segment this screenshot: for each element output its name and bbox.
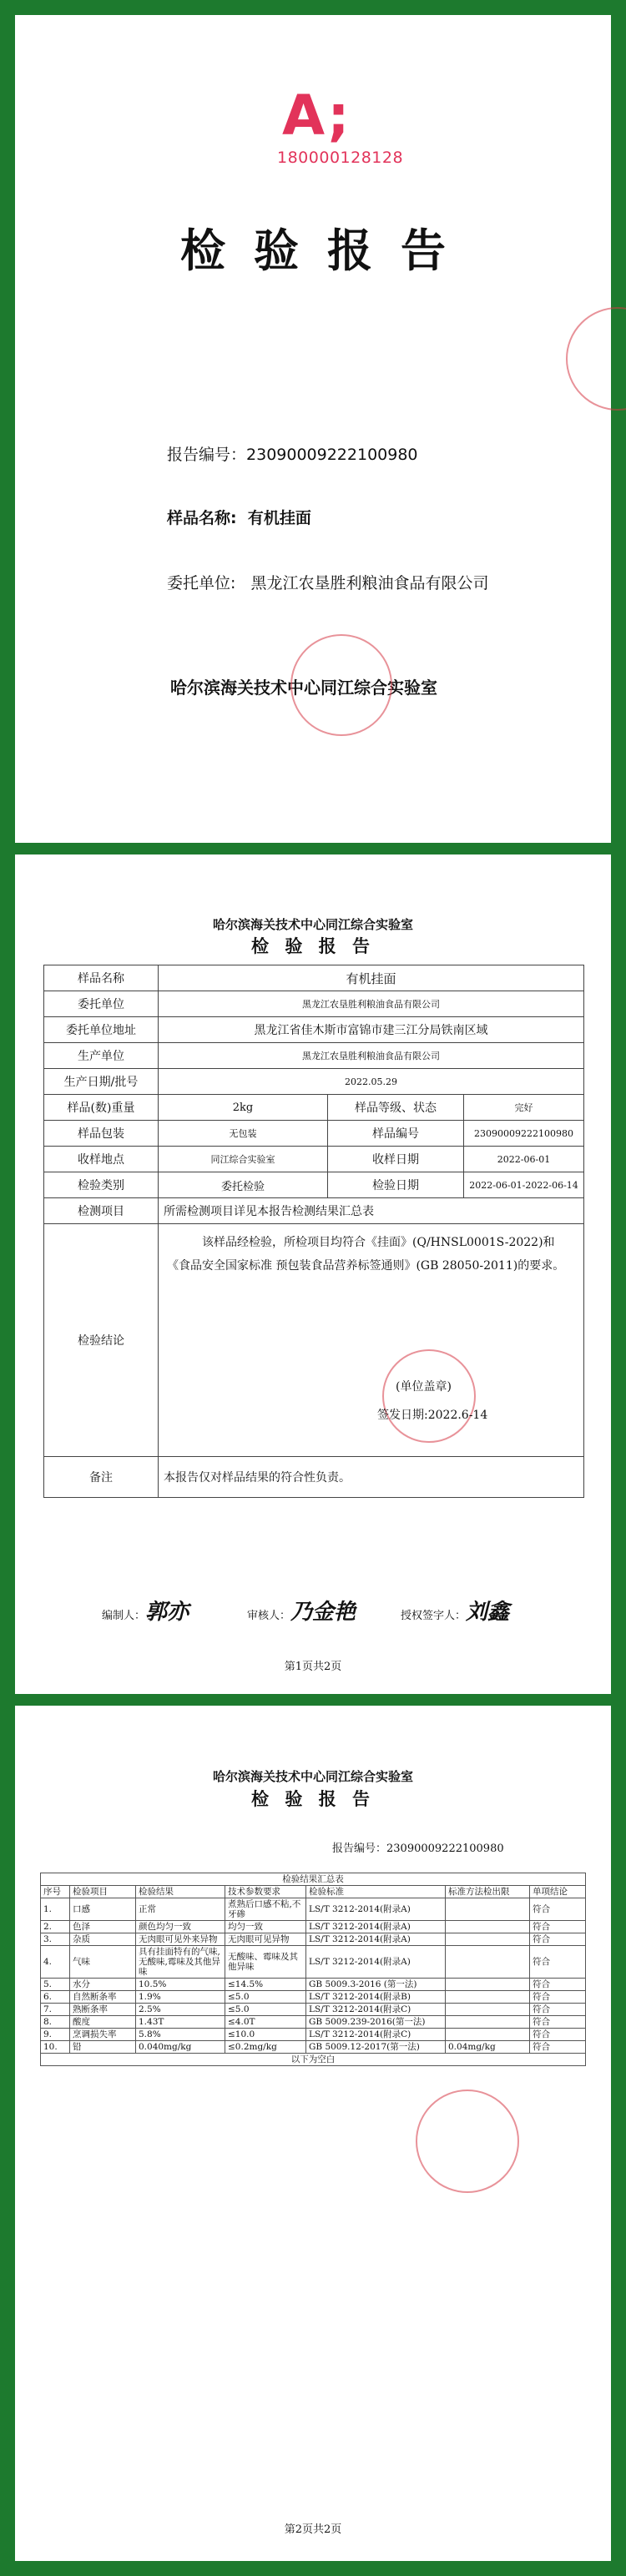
cell: LS/T 3212-2014(附录A) [306,1946,446,1979]
cell: 8. [41,2016,70,2029]
cell-key: 检验类别 [44,1172,159,1198]
client-label: 委托单位: [167,574,236,592]
cell [446,2004,530,2016]
cell-value: 2022-06-01 [464,1147,584,1172]
cell-key: 样品(数)重量 [44,1095,159,1121]
cell: GB 5009.239-2016(第一法) [306,2016,446,2029]
table-row [44,1069,584,1095]
cell [446,1898,530,1921]
logo-number: 180000128128 [277,149,404,167]
cell-value: 同江综合实验室 [159,1147,328,1172]
cell: ≤10.0 [225,2029,306,2041]
cell: 熟断条率 [70,2004,136,2016]
lab-header: 哈尔滨海关技术中心同江综合实验室 [212,917,413,932]
cell: ≤5.0 [225,1991,306,2004]
cell [446,1921,530,1933]
cell [446,1946,530,1979]
cell-key: 检测项目 [44,1198,159,1224]
cell-key: 委托单位 [44,991,159,1017]
approver-signature: 刘鑫 [466,1600,510,1625]
table-row [41,1991,586,2004]
cell-value: 2kg [159,1095,328,1121]
table-row [41,2029,586,2041]
cell-value: 本报告仅对样品结果的符合性负责。 [159,1457,584,1498]
logo [265,83,407,187]
seal-stamp [382,1349,476,1443]
cell-value: 完好 [464,1095,584,1121]
cell-key: 检验日期 [328,1172,464,1198]
table-title: 检验结果汇总表 [41,1873,586,1886]
table-header-row [41,1886,586,1898]
seal-stamp [290,634,392,736]
cell-key: 样品名称 [44,965,159,991]
table-row [44,1095,584,1121]
cell: 无肉眼可见异物 [225,1933,306,1946]
sample-label: 样品名称: [167,509,237,527]
table-row [41,1921,586,1933]
report-number-line [167,442,418,465]
cell: ≤4.0T [225,2016,306,2029]
cell: GB 5009.12-2017(第一法) [306,2041,446,2054]
cell-value: 黑龙江省佳木斯市富锦市建三江分局铁南区域 [159,1017,584,1043]
cell: 符合 [530,1979,586,1991]
page-number: 第1页共2页 [284,1661,342,1673]
table-row [44,1017,584,1043]
cell: 符合 [530,1946,586,1979]
cell: 颜色均匀一致 [136,1921,225,1933]
cell: 烹调损失率 [70,2029,136,2041]
report-title: 检 验 报 告 [251,936,375,956]
cell-key: 委托单位地址 [44,1017,159,1043]
table-row [41,1933,586,1946]
cell: 1. [41,1898,70,1921]
approver-sign [401,1595,509,1626]
cell-value: 有机挂面 [159,965,584,991]
table-row [41,2016,586,2029]
cell-value: 2022-06-01-2022-06-14 [464,1172,584,1198]
cell: 无肉眼可见外来异物 [136,1933,225,1946]
conclusion-cell [159,1224,584,1457]
cell: 符合 [530,2029,586,2041]
cell-value: 无包装 [159,1121,328,1147]
cell: 符合 [530,2016,586,2029]
cell-value: 所需检测项目详见本报告检测结果汇总表 [159,1198,584,1224]
table-row [44,1043,584,1069]
conclusion-text: 该样品经检验，所检项目均符合《挂面》(Q/HNSL0001S-2022)和《食品安全国家标准 预包装食品营养标签通则》(GB 28050-2011)的要求。 [167,1236,565,1273]
issue-date: 签发日期:2022.6-14 [377,1409,488,1422]
editor-label: 编制人： [102,1610,146,1622]
cell: 铅 [70,2041,136,2054]
report-number: 23090009222100980 [386,1843,504,1855]
cell [446,1991,530,2004]
cell-key: 样品等级、状态 [328,1095,464,1121]
client-name: 黑龙江农垦胜利粮油食品有限公司 [250,574,489,592]
cell [446,1933,530,1946]
table-row [44,1147,584,1172]
cell-key: 备注 [44,1457,159,1498]
cell: 煮熟后口感不粘,不牙碜 [225,1898,306,1921]
cell: 正常 [136,1898,225,1921]
cell: 0.040mg/kg [136,2041,225,2054]
cell: 口感 [70,1898,136,1921]
column-header: 序号 [41,1886,70,1898]
approver-label: 授权签字人： [401,1610,467,1622]
table-row [41,2004,586,2016]
cell-key: 收样日期 [328,1147,464,1172]
cell [446,1979,530,1991]
sample-name: 有机挂面 [247,509,311,527]
cell: 符合 [530,1933,586,1946]
seal-stamp-edge [566,307,626,411]
cell-key: 收样地点 [44,1147,159,1172]
cell: 7. [41,2004,70,2016]
lab-header: 哈尔滨海关技术中心同江综合实验室 [212,1769,413,1784]
cell: 9. [41,2029,70,2041]
cell: 符合 [530,2004,586,2016]
cell-key: 检验结论 [44,1224,159,1457]
sample-line [167,506,311,528]
stamp-caption: (单位盖章) [396,1380,452,1394]
report-number-label: 报告编号： [332,1843,387,1855]
lab-name: 哈尔滨海关技术中心同江综合实验室 [170,678,437,698]
cell: 10. [41,2041,70,2054]
table-row [44,1198,584,1224]
column-header: 检验结果 [136,1886,225,1898]
editor-signature: 郭亦 [145,1600,189,1625]
logo-mark: A; [282,83,351,148]
seal-stamp [416,2090,519,2193]
cell: 符合 [530,1898,586,1921]
table-row [44,1121,584,1147]
report-number: 23090009222100980 [246,446,418,464]
cell: ≤5.0 [225,2004,306,2016]
cell: 水分 [70,1979,136,1991]
cell: 色泽 [70,1921,136,1933]
cell: 3. [41,1933,70,1946]
table-row [44,1172,584,1198]
reviewer-sign [247,1595,356,1626]
cover-title: 检验报告 [180,224,474,277]
cell: GB 5009.3-2016 (第一法) [306,1979,446,1991]
cell-value: 黑龙江农垦胜利粮油食品有限公司 [159,991,584,1017]
cell-key: 生产单位 [44,1043,159,1069]
cell: 4. [41,1946,70,1979]
table-row [44,1457,584,1498]
table-row [41,2041,586,2054]
cell: 2.5% [136,2004,225,2016]
cell-value: 2022.05.29 [159,1069,584,1095]
table-row [44,991,584,1017]
cell: 具有挂面特有的气味,无酸味,霉味及其他异味 [136,1946,225,1979]
cell: 自然断条率 [70,1991,136,2004]
cell: 1.9% [136,1991,225,2004]
table-row [41,1898,586,1921]
cell: 杂质 [70,1933,136,1946]
cell: LS/T 3212-2014(附录C) [306,2004,446,2016]
reviewer-signature: 乃金艳 [290,1600,356,1625]
cell: 符合 [530,1921,586,1933]
table-row [41,1946,586,1979]
cell: 5. [41,1979,70,1991]
cell: 1.43T [136,2016,225,2029]
client-line [167,571,489,593]
cell: 气味 [70,1946,136,1979]
cell-value: 委托检验 [159,1172,328,1198]
cell-value: 23090009222100980 [464,1121,584,1147]
cell: 2. [41,1921,70,1933]
report-title: 检 验 报 告 [251,1789,375,1809]
cell: 6. [41,1991,70,2004]
report-page-2 [15,1706,611,2561]
cell-key: 样品包装 [44,1121,159,1147]
results-table [40,1873,586,2066]
column-header: 检验项目 [70,1886,136,1898]
column-header: 标准方法检出限 [446,1886,530,1898]
editor-sign [102,1595,189,1626]
cell [446,2016,530,2029]
page-number: 第2页共2页 [284,2523,342,2536]
cell: 符合 [530,1991,586,2004]
table-row [41,1979,586,1991]
cell: LS/T 3212-2014(附录C) [306,2029,446,2041]
cell: LS/T 3212-2014(附录A) [306,1921,446,1933]
cell: LS/T 3212-2014(附录B) [306,1991,446,2004]
cell: 5.8% [136,2029,225,2041]
cell: LS/T 3212-2014(附录A) [306,1898,446,1921]
cell-key: 样品编号 [328,1121,464,1147]
cell [446,2029,530,2041]
column-header: 检验标准 [306,1886,446,1898]
cell: ≤0.2mg/kg [225,2041,306,2054]
cell: 均匀一致 [225,1921,306,1933]
cell-value: 黑龙江农垦胜利粮油食品有限公司 [159,1043,584,1069]
cell: 0.04mg/kg [446,2041,530,2054]
footnote: 以下为空白 [41,2054,586,2066]
column-header: 单项结论 [530,1886,586,1898]
cell: 10.5% [136,1979,225,1991]
cell: LS/T 3212-2014(附录A) [306,1933,446,1946]
column-header: 技术参数要求 [225,1886,306,1898]
cell: 符合 [530,2041,586,2054]
report-number-label: 报告编号： [167,446,247,464]
table-row [44,965,584,991]
cell: 酸度 [70,2016,136,2029]
report-page-1 [15,854,611,1694]
cover-page [15,15,611,843]
report-number-line [332,1839,504,1855]
reviewer-label: 审核人： [247,1610,291,1622]
cell-key: 生产日期/批号 [44,1069,159,1095]
table-row [44,1224,584,1457]
report-info-table [43,965,584,1498]
cell: ≤14.5% [225,1979,306,1991]
cell: 无酸味、霉味及其他异味 [225,1946,306,1979]
